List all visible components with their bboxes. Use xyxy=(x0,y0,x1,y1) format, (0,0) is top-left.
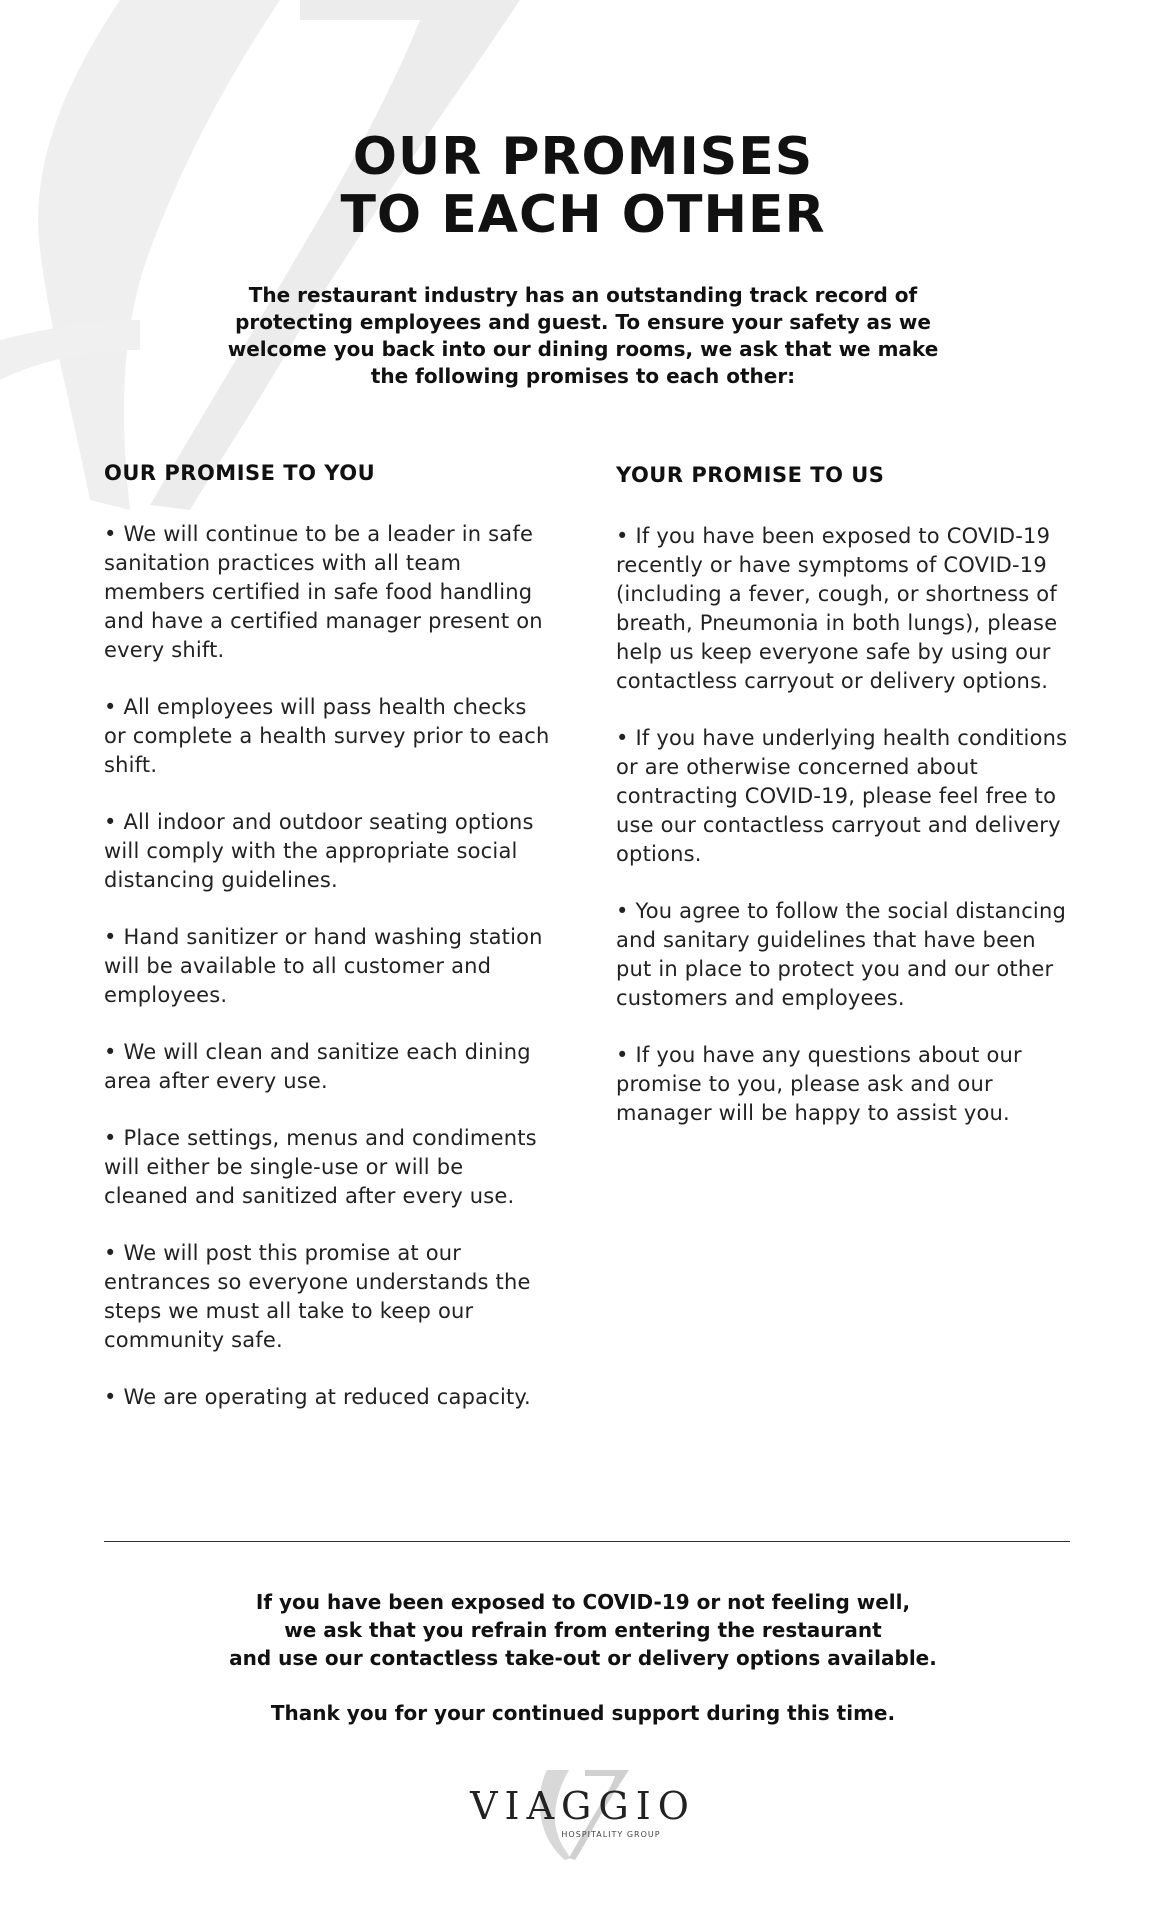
section-divider xyxy=(104,1541,1070,1542)
promise-item: • We will post this promise at our entrances so everyone understands the steps we must all take to keep our community safe. xyxy=(104,1241,531,1352)
our-promise-heading: OUR PROMISE TO YOU xyxy=(104,461,376,485)
page-title xyxy=(0,128,1166,244)
footer-thanks: Thank you for your continued support during this time. xyxy=(270,1701,896,1725)
promise-item: • We will continue to be a leader in safe sanitation practices with all team members certified in safe food handling and have a certified manager present on every shift. xyxy=(104,522,543,662)
logo-wordmark: VIAGGIO xyxy=(470,1784,696,1828)
promise-item: • All indoor and outdoor seating options will comply with the appropriate social distancing guidelines. xyxy=(104,810,534,892)
footer-notice xyxy=(0,1588,1166,1672)
promise-item: • Place settings, menus and condiments will either be single-use or will be cleaned and sanitized after every use. xyxy=(104,1126,537,1208)
promise-item: • You agree to follow the social distancing and sanitary guidelines that have been put in place to protect you and our other customers and employees. xyxy=(616,899,1067,1010)
your-promise-heading: YOUR PROMISE TO US xyxy=(616,463,885,487)
promise-item: • Hand sanitizer or hand washing station will be available to all customer and employees. xyxy=(104,925,543,1007)
title-line-1: OUR PROMISES xyxy=(352,127,814,187)
footer-line-3: and use our contactless take-out or delivery options available. xyxy=(229,1646,937,1670)
promise-item: • If you have been exposed to COVID-19 recently or have symptoms of COVID-19 (including a fever, cough, or shortness of breath, Pneumonia in both lungs), please help us keep everyone safe by using our contactless carryout or delivery options. xyxy=(616,524,1058,693)
promise-item: • We will clean and sanitize each dining area after every use. xyxy=(104,1040,531,1093)
logo-subtitle: HOSPITALITY GROUP xyxy=(561,1830,661,1839)
footer-line-1: If you have been exposed to COVID-19 or not feeling well, xyxy=(255,1590,911,1614)
viaggio-logo xyxy=(453,1766,713,1862)
footer-line-2: we ask that you refrain from entering the restaurant xyxy=(284,1618,882,1642)
your-promise-column xyxy=(616,460,1076,1156)
promise-item: • If you have any questions about our promise to you, please ask and our manager will be happy to assist you. xyxy=(616,1043,1022,1125)
promise-item: • We are operating at reduced capacity. xyxy=(104,1385,531,1409)
our-promise-column xyxy=(104,460,554,1440)
intro-paragraph: The restaurant industry has an outstanding track record of protecting employees and guest. To ensure your safety as we welcome you back into our dining rooms, we ask that we make the following promises to each other: xyxy=(227,283,939,388)
title-line-2: TO EACH OTHER xyxy=(340,185,826,245)
promise-item: • If you have underlying health conditions or are otherwise concerned about contracting COVID-19, please feel free to use our contactless carryout and delivery options. xyxy=(616,726,1068,866)
promise-item: • All employees will pass health checks or complete a health survey prior to each shift. xyxy=(104,695,550,777)
